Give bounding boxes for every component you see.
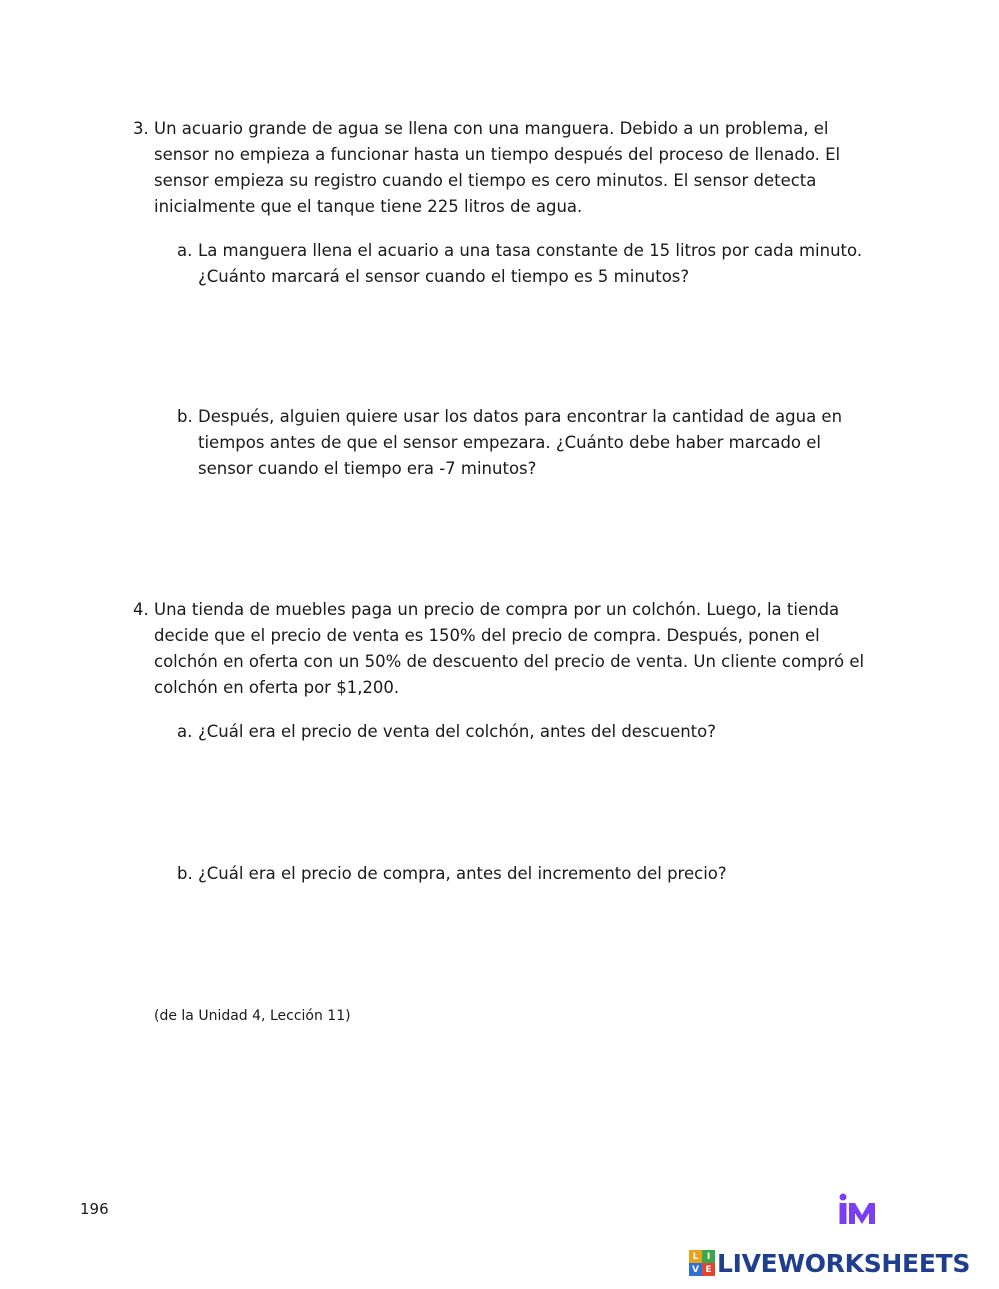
liveworksheets-icon xyxy=(689,1250,715,1276)
problem-4-part-a xyxy=(177,719,867,745)
part-label: a. xyxy=(177,722,193,741)
problem-number: 4. xyxy=(133,600,149,619)
icon-letter-l: L xyxy=(689,1250,702,1263)
page-number: 196 xyxy=(80,1200,109,1218)
part-text: ¿Cuál era el precio de compra, antes del incremento del precio? xyxy=(198,864,727,883)
problem-4 xyxy=(133,597,868,701)
part-label: a. xyxy=(177,241,193,260)
icon-letter-e: E xyxy=(702,1263,715,1276)
problem-3 xyxy=(133,116,868,220)
problem-4-part-b xyxy=(177,861,867,887)
liveworksheets-brand: LIVEWORKSHEETS xyxy=(717,1248,971,1278)
problem-text: Una tienda de muebles paga un precio de compra por un colchón. Luego, la tienda decide que el precio de venta es 150% del precio de compra. Después, ponen el colchón en oferta con un 50% de descuento del precio de venta. Un cliente compró el colchón en oferta por $1,200. xyxy=(154,600,865,697)
part-text: Después, alguien quiere usar los datos para encontrar la cantidad de agua en tiempos antes de que el sensor empezara. ¿Cuánto debe haber marcado el sensor cuando el tiempo era -7 minutos? xyxy=(198,407,843,478)
part-text: La manguera llena el acuario a una tasa constante de 15 litros por cada minuto. ¿Cuánto marcará el sensor cuando el tiempo es 5 minutos? xyxy=(198,241,863,286)
problem-3-part-b xyxy=(177,404,867,482)
part-label: b. xyxy=(177,407,193,426)
part-label: b. xyxy=(177,864,193,883)
im-logo-icon xyxy=(838,1193,876,1225)
problem-3-part-a xyxy=(177,238,867,290)
problem-number: 3. xyxy=(133,119,149,138)
source-note: (de la Unidad 4, Lección 11) xyxy=(154,1008,351,1024)
part-text: ¿Cuál era el precio de venta del colchón, antes del descuento? xyxy=(198,722,717,741)
problem-text: Un acuario grande de agua se llena con una manguera. Debido a un problema, el sensor no empieza a funcionar hasta un tiempo después del proceso de llenado. El sensor empieza su registro cuando el tiempo es cero minutos. El sensor detecta inicialmente que el tanque tiene 225 litros de agua. xyxy=(154,119,841,216)
icon-letter-v: V xyxy=(689,1263,702,1276)
icon-letter-i: I xyxy=(702,1250,715,1263)
liveworksheets-footer[interactable] xyxy=(689,1246,970,1280)
